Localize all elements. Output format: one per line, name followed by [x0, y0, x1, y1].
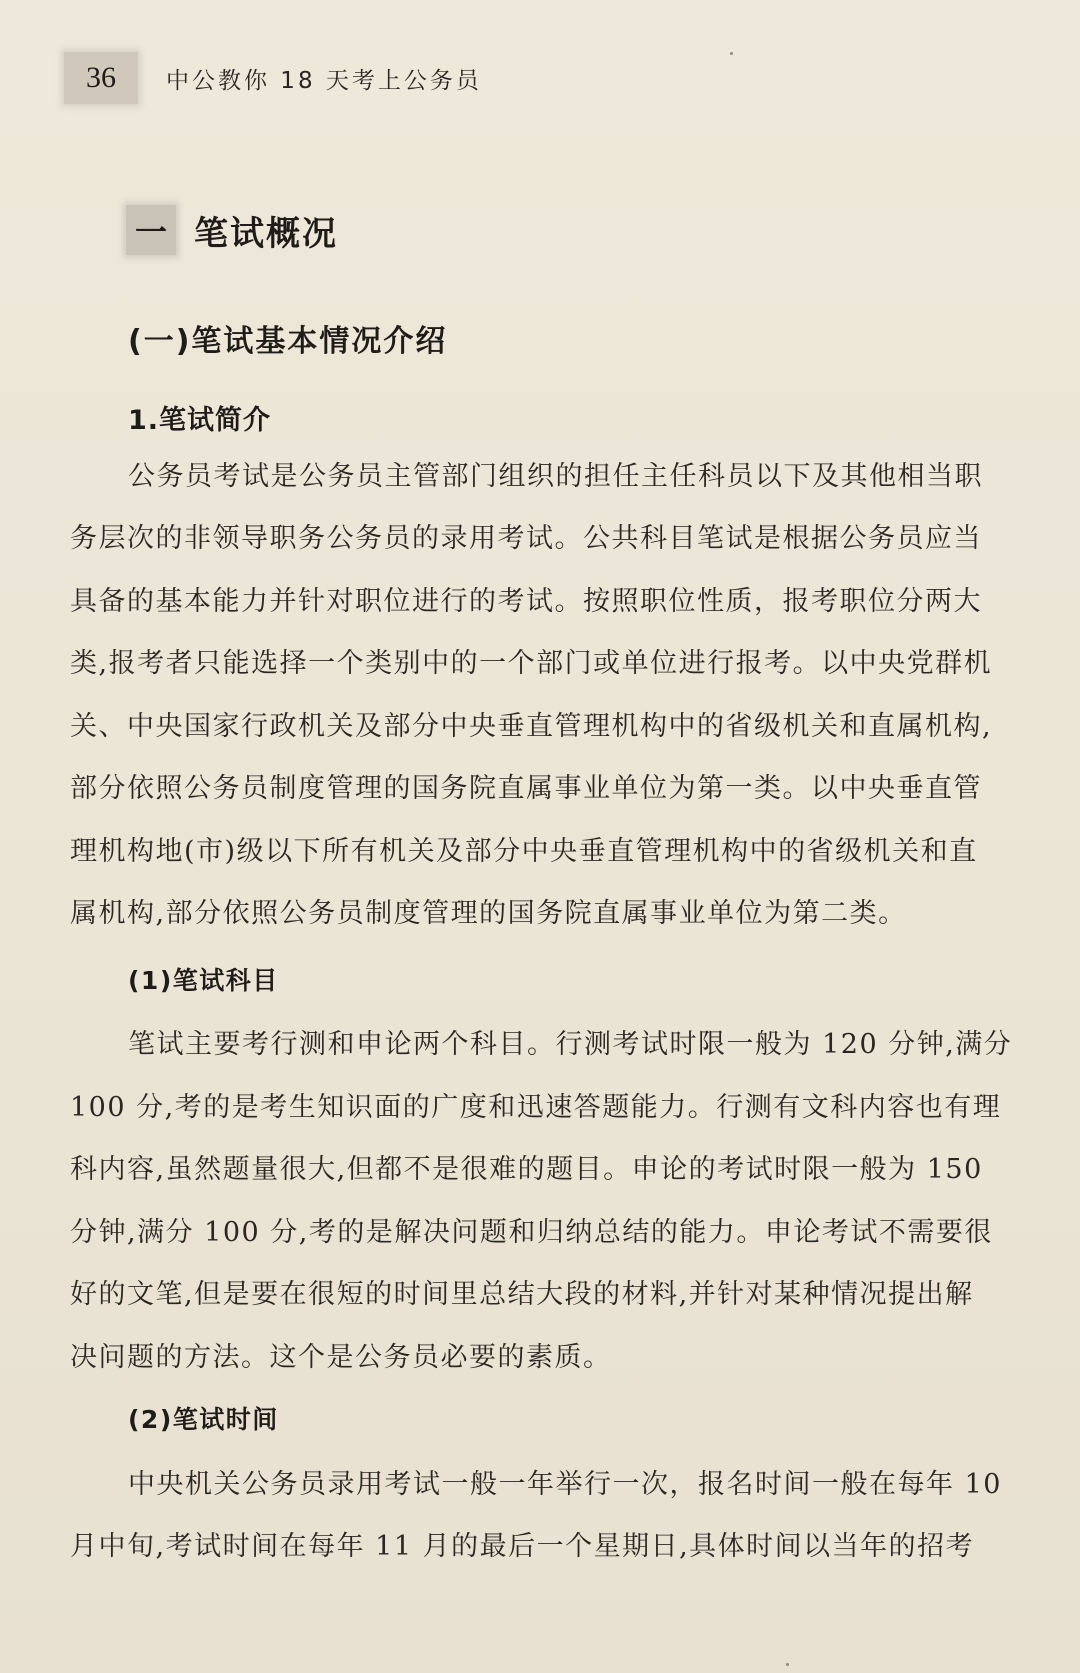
section-heading: [126, 200, 338, 260]
paragraph-line: 部分依照公务员制度管理的国务院直属事业单位为第一类。以中央垂直管: [70, 773, 982, 804]
paper-speck: [730, 52, 733, 55]
section-number: 一: [126, 205, 176, 255]
paragraph-line: 属机构,部分依照公务员制度管理的国务院直属事业单位为第二类。: [70, 898, 907, 929]
book-title: 中公教你 18 天考上公务员: [166, 68, 482, 94]
item-heading-exam-subjects: (1)笔试科目: [128, 966, 279, 995]
paragraph-line: 笔试主要考行测和申论两个科目。行测考试时限一般为 120 分钟,满分: [128, 1029, 1013, 1060]
part-heading-written-exam-intro: 1.笔试简介: [128, 405, 272, 436]
paragraph-line: 公务员考试是公务员主管部门组织的担任主任科员以下及其他相当职: [128, 461, 983, 492]
running-header: [64, 52, 1024, 104]
subsection-heading: (一)笔试基本情况介绍: [128, 324, 448, 359]
paper-speck: [786, 1663, 789, 1666]
paragraph-line: 100 分,考的是考生知识面的广度和迅速答题能力。行测有文科内容也有理: [70, 1092, 1002, 1123]
paragraph-line: 分钟,满分 100 分,考的是解决问题和归纳总结的能力。申论考试不需要很: [70, 1217, 993, 1248]
paragraph-line: 理机构地(市)级以下所有机关及部分中央垂直管理机构中的省级机关和直: [70, 836, 978, 867]
paragraph-line: 具备的基本能力并针对职位进行的考试。按照职位性质，报考职位分两大: [70, 586, 982, 617]
page-number: 36: [64, 52, 138, 104]
paragraph-line: 决问题的方法。这个是公务员必要的素质。: [70, 1342, 612, 1373]
paragraph-line: 类,报考者只能选择一个类别中的一个部门或单位进行报考。以中央党群机: [70, 648, 993, 679]
paragraph-line: 好的文笔,但是要在很短的时间里总结大段的材料,并针对某种情况提出解: [70, 1279, 974, 1310]
paragraph-line: 中央机关公务员录用考试一般一年举行一次，报名时间一般在每年 10: [128, 1469, 1002, 1500]
paragraph-line: 关、中央国家行政机关及部分中央垂直管理机构中的省级机关和直属机构,: [70, 711, 993, 742]
paragraph-line: 月中旬,考试时间在每年 11 月的最后一个星期日,具体时间以当年的招考: [70, 1531, 975, 1562]
paragraph-line: 科内容,虽然题量很大,但都不是很难的题目。申论的考试时限一般为 150: [70, 1154, 983, 1185]
item-heading-exam-time: (2)笔试时间: [128, 1405, 279, 1434]
section-title: 笔试概况: [194, 213, 338, 254]
paragraph-line: 务层次的非领导职务公务员的录用考试。公共科目笔试是根据公务员应当: [70, 523, 982, 554]
